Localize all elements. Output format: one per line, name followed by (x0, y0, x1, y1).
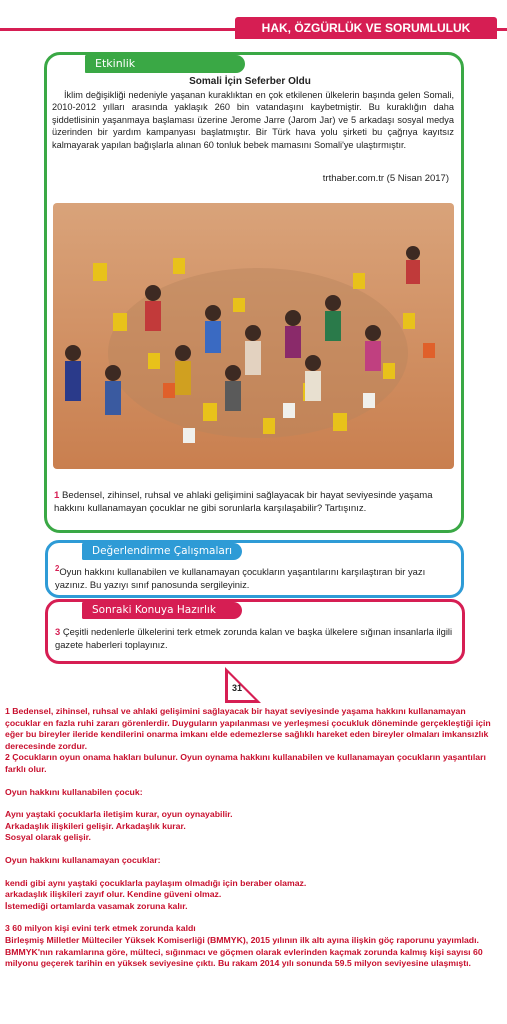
crowd-water-containers-photo (53, 203, 454, 469)
page-number-shape (225, 667, 265, 707)
unit-title: HAK, ÖZGÜRLÜK VE SORUMLULUK (235, 17, 497, 39)
evaluation-tab: Değerlendirme Çalışmaları (82, 543, 242, 560)
can-play-item: Arkadaşlık ilişkileri gelişir. Arkadaşlık kurar. (5, 820, 186, 831)
evaluation-question (55, 563, 455, 591)
cannot-play-item: İstemediği ortamlarda vasamak zoruna kalır. (5, 900, 188, 911)
cannot-play-item: kendi gibi aynı yaştaki çocuklarla paylaşım olmadığı için beraber olamaz. (5, 877, 307, 888)
activity-tab: Etkinlik (85, 55, 245, 73)
answer-notes (5, 706, 503, 970)
photo-illustration (53, 203, 454, 469)
answer-2: 2 Çocukların oyun onama hakları bulunur. Oyun oynama hakkını kullanabilen ve kullanamayan çocukların yaşantıları farklı olur. (5, 752, 486, 774)
question-text: Bedensel, zihinsel, ruhsal ve ahlaki gelişimini sağlayacak bir hayat seviyesinde yaşama hakkını kullanamayan çocuklar ne gibi sorunlarla karşılaşabilir? Tartışınız. (54, 490, 433, 514)
can-play-title: Oyun hakkını kullanabilen çocuk: (5, 786, 143, 797)
cannot-play-item: arkadaşlık ilişkileri zayıf olur. Kendine güveni olmaz. (5, 889, 222, 900)
answer-3-title: 3 60 milyon kişi evini terk etmek zorunda kaldı (5, 923, 196, 934)
question-number: 2 (55, 564, 60, 573)
answer-1: 1 Bedensel, zihinsel, ruhsal ve ahlaki gelişimini sağlayacak bir hayat seviyesinde yaşama hakkını kullanamayan çocuklar en fazla ruhi zararı görenlerdir. Duyguların yapılanması ve yerleşmesi çocukluk döneminde gerçekleştiği için eğer bu bireyler ileride kendilerini onarma imkanı elde edemezlerse sağlıklı hareket eden bireyler olmaları imkansızlık derecesinde zordur. (5, 706, 491, 751)
can-play-item: Aynı yaştaki çocuklarla iletişim kurar, oyun oynayabilir. (5, 809, 233, 820)
activity-question (54, 490, 452, 515)
question-number: 3 (55, 626, 61, 637)
next-topic-tab: Sonraki Konuya Hazırlık (82, 602, 242, 619)
question-text: Çeşitli nedenlerle ülkelerini terk etmek zorunda kalan ve başka ülkelere sığınan insanlarla ilgili gazete haberleri toplayınız. (55, 626, 453, 650)
page-number: 31 (232, 683, 243, 693)
question-text: Oyun hakkını kullanabilen ve kullanamayan çocukların yaşantılarını karşılaştıran bir yazı yazınız. Bu yazıyı sınıf panosunda sergileyiniz. (55, 566, 426, 590)
cannot-play-title: Oyun hakkını kullanamayan çocuklar: (5, 854, 161, 865)
can-play-item: Sosyal olarak gelişir. (5, 832, 91, 843)
article-body: İklim değişikliği nedeniyle yaşanan kuraklıktan en çok etkilenen ülkelerin başında gelen Somali, 2010-2012 yılları arasında yaklaşık 260 bin vatandaşını kaybetmiştir. Bu kuraklığın daha şiddetlisinin yaşanmaya başlaması üzerine Jerome Jarre (Jarom Jar) ve 5 arkadaşı sosyal medya üzerinden bir yardım kampanyası başlatmıştır. Bir Türk hava yolu şirketi bu çağrıya kayıtsız kalmayarak yapılan bağışlarla alınan 60 tonluk bebek mamasını Somali'ye ulaştırmıştır. (52, 90, 454, 150)
answer-3-body: Birleşmiş Milletler Mülteciler Yüksek Komiserliği (BMMYK), 2015 yılının ilk altı ayına ilişkin göç raporunu yayımladı. BMMYK'nın rakamlarına göre, mülteci, sığınmacı ve göçmen olarak evlerinden kaçmak zorunda kalmış kişi sayısı 60 milyonu geçerek tarihin en yüksek seviyesine çıktı. Bu rakam 2014 yılı sonunda 59.5 milyon seviyesine ulaşmıştı. (5, 934, 483, 969)
article-source: trthaber.com.tr (5 Nisan 2017) (322, 173, 449, 184)
next-topic-question (55, 626, 455, 651)
question-number: 1 (54, 490, 60, 501)
article-title: Somali İçin Seferber Oldu (189, 76, 311, 87)
